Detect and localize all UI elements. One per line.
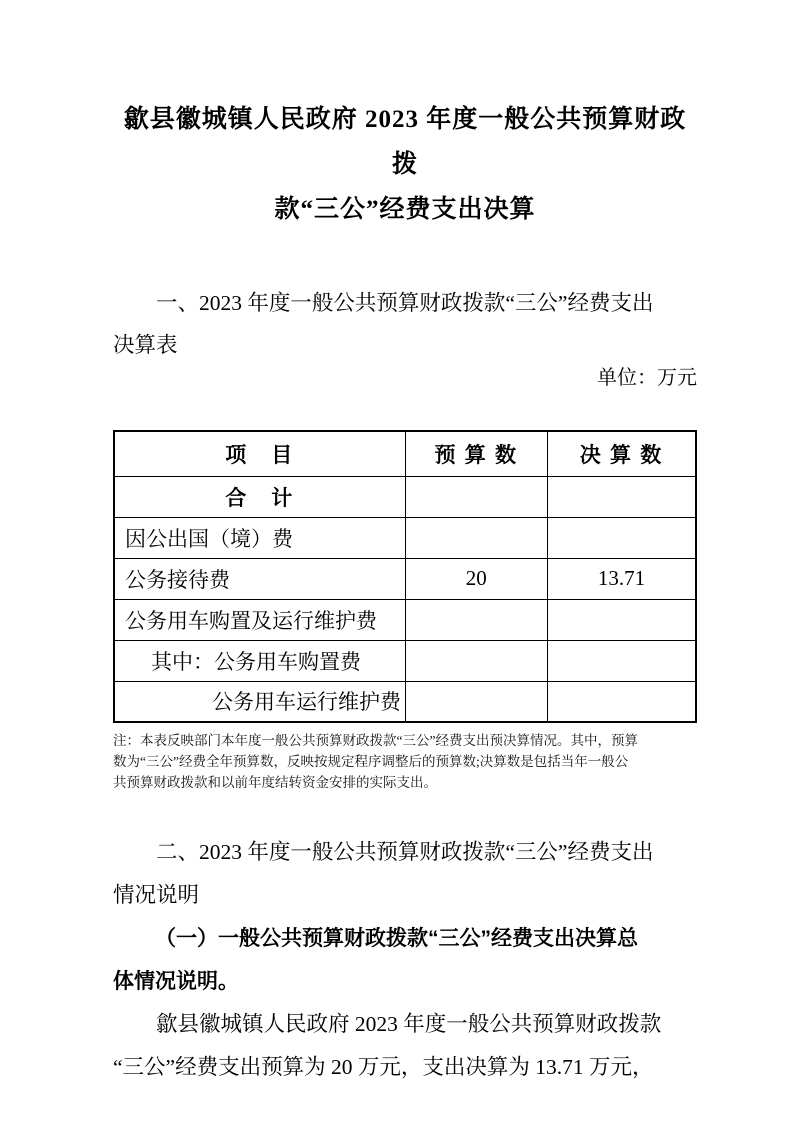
section2-heading-line1: 二、2023 年度一般公共预算财政拨款“三公”经费支出 <box>156 840 654 864</box>
section2 <box>113 831 697 1089</box>
item-cell: 因公出国（境）费 <box>114 517 405 558</box>
final-cell <box>548 476 696 517</box>
item-cell: 公务用车购置及运行维护费 <box>114 599 405 640</box>
three-public-expense-table <box>113 430 697 723</box>
table-row-vehicle-operation <box>114 681 696 722</box>
document-title-line2: 款“三公”经费支出决算 <box>274 196 536 223</box>
subsection1-heading-line2: 体情况说明。 <box>113 970 239 993</box>
paragraph1-line2: “三公”经费支出预算为 20 万元，支出决算为 13.71 万元， <box>113 1055 654 1079</box>
table-note <box>113 730 697 793</box>
unit-label: 单位：万元 <box>597 367 697 389</box>
section1-heading-line1: 一、2023 年度一般公共预算财政拨款“三公”经费支出 <box>156 291 654 315</box>
final-cell: 13.71 <box>548 558 696 599</box>
document-title-line1: 歙县徽城镇人民政府 2023 年度一般公共预算财政拨 <box>123 106 687 178</box>
final-cell <box>548 640 696 681</box>
budget-cell: 20 <box>405 558 548 599</box>
final-cell <box>548 517 696 558</box>
note-line3: 共预算财政拨款和以前年度结转资金安排的实际支出。 <box>113 775 437 790</box>
budget-cell <box>405 599 548 640</box>
table-row-abroad-fee <box>114 517 696 558</box>
note-line2: 数为“三公”经费全年预算数，反映按规定程序调整后的预算数;决算数是包括当年一般公 <box>113 754 629 769</box>
budget-cell <box>405 640 548 681</box>
item-cell: 公务用车运行维护费 <box>114 681 405 722</box>
section1-heading-line2: 决算表 <box>113 333 178 357</box>
paragraph1-line1: 歙县徽城镇人民政府 2023 年度一般公共预算财政拨款 <box>156 1012 662 1036</box>
section2-heading-line2: 情况说明 <box>113 883 200 907</box>
table-header-final: 决 算 数 <box>548 431 696 476</box>
final-cell <box>548 599 696 640</box>
table-header-item: 项 目 <box>114 431 405 476</box>
table-row-total <box>114 476 696 517</box>
table-row-reception-fee <box>114 558 696 599</box>
table-row-vehicle-purchase <box>114 640 696 681</box>
budget-cell <box>405 681 548 722</box>
table-row-vehicle-total <box>114 599 696 640</box>
item-cell: 其中：公务用车购置费 <box>114 640 405 681</box>
section1-heading <box>113 282 697 366</box>
budget-cell <box>405 517 548 558</box>
note-line1: 注：本表反映部门本年度一般公共预算财政拨款“三公”经费支出预决算情况。其中，预算 <box>113 733 638 748</box>
document-title <box>113 97 697 232</box>
item-cell: 合 计 <box>114 476 405 517</box>
item-cell: 公务接待费 <box>114 558 405 599</box>
final-cell <box>548 681 696 722</box>
table-header-row <box>114 431 696 476</box>
subsection1-heading-line1: （一）一般公共预算财政拨款“三公”经费支出决算总 <box>155 927 638 950</box>
table-header-budget: 预 算 数 <box>405 431 548 476</box>
budget-cell <box>405 476 548 517</box>
